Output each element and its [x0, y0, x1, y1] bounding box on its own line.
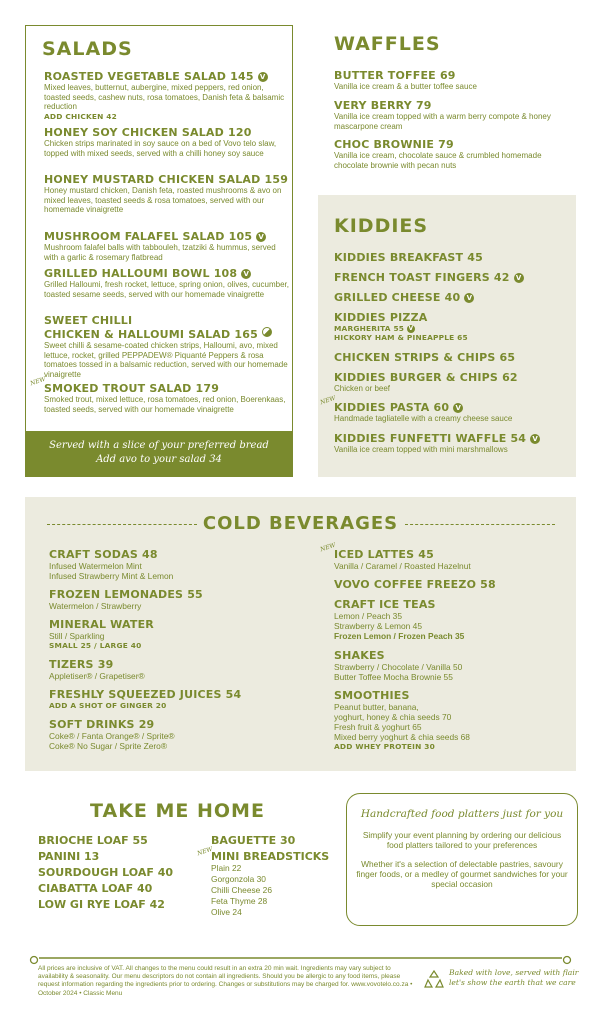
kiddies-item [334, 311, 574, 342]
item-name: SOFT DRINKS [49, 718, 135, 731]
item-price: 60 [433, 401, 450, 414]
item-line: Chilli Cheese 26 [211, 885, 272, 895]
item-name: MINI BREADSTICKS [211, 850, 330, 863]
item-name: BUTTER TOFFEE [334, 69, 436, 82]
item-name: MINERAL WATER [49, 618, 154, 631]
item-name: KIDDIES FUNFETTI WAFFLE [334, 432, 507, 445]
new-tag: NEW [319, 541, 337, 554]
salad-item [44, 314, 289, 379]
salad-item [44, 70, 289, 121]
item-price: 165 [234, 328, 258, 341]
item-desc: Sweet chilli & sesame-coated chicken strips, Halloumi, avo, mixed lettuce, rocket, grilled PEPPADEW® Piquanté Peppers & rosa tomatoes tossed in a balsamic reduction, served with our homemade vinaigrette [44, 341, 288, 379]
beverage-item [334, 649, 574, 682]
item-line: Coke® / Fanta Orange® / Sprite® [49, 731, 175, 741]
v-icon: V [256, 232, 266, 242]
item-line: Olive 24 [211, 907, 242, 917]
item-price: 39 [97, 658, 114, 671]
item-price: 54 [225, 688, 242, 701]
item-line: Fresh fruit & yoghurt 65 [334, 722, 422, 732]
salad-item [44, 382, 289, 414]
item-name: FROZEN LEMONADES [49, 588, 184, 601]
pizza-option: HICKORY HAM & PINEAPPLE 65 [334, 333, 468, 342]
item-name: CIABATTA LOAF [38, 882, 134, 895]
item-bold: ADD WHEY PROTEIN 30 [334, 742, 435, 751]
item-name: BRIOCHE LOAF [38, 834, 129, 847]
platters-text: Simplify your event planning by ordering our delicious food platters tailored to your preferences [362, 830, 562, 850]
beverage-item [334, 689, 574, 751]
item-price: 62 [502, 371, 518, 384]
beverage-item [49, 658, 289, 681]
item-price: 159 [264, 173, 289, 186]
item-price: 54 [510, 432, 527, 445]
item-bold: Frozen Lemon / Frozen Peach 35 [334, 631, 465, 641]
item-name: GRILLED CHEESE [334, 291, 441, 304]
item-price: 69 [439, 69, 456, 82]
kiddies-item [334, 432, 574, 455]
kiddies-panel [318, 195, 576, 477]
item-price: 55 [132, 834, 148, 847]
pizza-option: MARGHERITA 55 [334, 324, 405, 333]
tagline-line: let's show the earth that we care [449, 978, 576, 987]
new-tag: NEW [196, 845, 214, 858]
legal-text: All prices are inclusive of VAT. All changes to the menu could result in an extra 20 min wait. Ingredients may vary subject to availability & seasonality. Our menu descriptors do not contain all ingredients. Should you be allergic to any food items, please request information regarding the ingredients prior to ordering. Changes or substitutions may be charged for. www.vovotelo.co.za • October 2024 • Classic Menu [38, 965, 413, 997]
item-name: LOW GI RYE LOAF [38, 898, 146, 911]
v-icon: V [453, 403, 463, 413]
item-name: HONEY SOY CHICKEN SALAD [44, 126, 224, 139]
item-name: TIZERS [49, 658, 94, 671]
item-desc: Chicken or beef [334, 384, 391, 393]
item-name: KIDDIES PASTA [334, 401, 430, 414]
waffle-item [334, 138, 574, 170]
item-price: 105 [228, 230, 253, 243]
bread-note: Served with a slice of your preferred bread [49, 440, 269, 451]
item-price: 48 [141, 548, 158, 561]
item-price: 40 [157, 866, 174, 879]
item-price: 179 [195, 382, 220, 395]
item-name: KIDDIES BURGER & CHIPS [334, 371, 499, 384]
platters-box [346, 793, 578, 926]
beverage-item [49, 548, 289, 581]
take-home-item [38, 898, 165, 911]
kiddies-item [334, 351, 574, 364]
item-price: 58 [480, 578, 496, 591]
item-line: Watermelon / Strawberry [49, 601, 142, 611]
item-desc: Honey mustard chicken, Danish feta, roasted mushrooms & avo on mixed leaves, toasted seeds & rosa tomatoes, served with our homemade vinaigrette [44, 186, 282, 215]
item-price: 13 [84, 850, 100, 863]
take-home-item [211, 834, 295, 847]
item-desc: Vanilla ice cream topped with mini marshmallows [334, 445, 508, 454]
item-line: Infused Watermelon Mint [49, 561, 142, 571]
item-desc: Vanilla ice cream & a butter toffee sauce [334, 82, 477, 91]
item-line: Strawberry & Lemon 45 [334, 621, 422, 631]
v-icon: V [530, 434, 540, 444]
salads-footer [26, 431, 292, 476]
item-extra: ADD CHICKEN 42 [44, 111, 117, 121]
platters-title: Handcrafted food platters just for you [360, 808, 564, 820]
item-desc: Smoked trout, mixed lettuce, rosa tomatoes, red onion, Boerenkaas, toasted seeds, served with our homemade vinaigrette [44, 395, 286, 414]
item-name: CRAFT SODAS [49, 548, 138, 561]
item-price: 79 [415, 99, 432, 112]
item-name: CHOC BROWNIE [334, 138, 435, 151]
salad-item [44, 173, 289, 215]
item-name: SMOKED TROUT SALAD [44, 382, 192, 395]
item-price: 40 [444, 291, 461, 304]
item-name: SHAKES [334, 649, 385, 662]
item-price: 29 [138, 718, 155, 731]
beverage-item [334, 578, 574, 591]
item-desc: Handmade tagliatelle with a creamy cheese sauce [334, 414, 513, 423]
item-price: 42 [493, 271, 510, 284]
item-name: CHICKEN & HALLOUMI SALAD [44, 328, 231, 341]
new-tag: NEW [319, 394, 337, 407]
item-bold: SMALL 25 / LARGE 40 [49, 641, 142, 650]
footer-divider [25, 955, 576, 965]
item-desc: Vanilla ice cream topped with a warm berry compote & honey mascarpone cream [334, 112, 551, 131]
item-name: SMOOTHIES [334, 689, 410, 702]
kiddies-item [334, 291, 574, 304]
kiddies-item [334, 271, 574, 284]
new-tag: NEW [29, 375, 47, 388]
beverage-item [334, 598, 574, 641]
v-icon: V [514, 273, 524, 283]
item-name: BAGUETTE [211, 834, 277, 847]
beverage-item [49, 618, 289, 650]
salad-item [44, 230, 289, 262]
waffles-title: WAFFLES [334, 33, 441, 55]
beverage-item [49, 588, 289, 611]
recycle-icon [423, 968, 445, 990]
v-icon: V [464, 293, 474, 303]
cold-beverages-title: COLD BEVERAGES [202, 513, 399, 534]
item-name: ROASTED VEGETABLE SALAD [44, 70, 227, 83]
tagline [449, 968, 578, 988]
item-price: 65 [499, 351, 516, 364]
item-bold: ADD A SHOT OF GINGER 20 [49, 701, 167, 710]
item-name: HONEY MUSTARD CHICKEN SALAD [44, 173, 261, 186]
item-line: Still / Sparkling [49, 631, 105, 641]
platters-text: Whether it's a selection of delectable pastries, savoury finger foods, or a medley of gourmet sandwiches for your special occasion [356, 859, 568, 889]
salad-item [44, 267, 289, 299]
item-line: Butter Toffee Mocha Brownie 55 [334, 672, 453, 682]
item-line: Strawberry / Chocolate / Vanilla 50 [334, 662, 463, 672]
v-icon: V [408, 325, 414, 332]
v-icon: V [258, 72, 268, 82]
item-price: 79 [438, 138, 454, 151]
item-name: MUSHROOM FALAFEL SALAD [44, 230, 225, 243]
item-name: CRAFT ICE TEAS [334, 598, 436, 611]
item-line: Vanilla / Caramel / Roasted Hazelnut [334, 561, 471, 571]
item-line: Feta Thyme 28 [211, 896, 268, 906]
item-name: ICED LATTES [334, 548, 415, 561]
item-name: KIDDIES PIZZA [334, 311, 428, 324]
salads-title: SALADS [42, 38, 133, 60]
beverage-item [49, 688, 289, 710]
item-name: FRENCH TOAST FINGERS [334, 271, 490, 284]
item-price: 145 [230, 70, 254, 83]
item-name: SOURDOUGH LOAF [38, 866, 154, 879]
item-desc: Vanilla ice cream, chocolate sauce & crumbled homemade chocolate brownie with pecan nuts [334, 151, 542, 170]
item-price: 42 [149, 898, 165, 911]
item-name: KIDDIES BREAKFAST [334, 251, 464, 264]
take-home-item [211, 850, 329, 918]
item-price: 30 [280, 834, 296, 847]
salad-item [44, 126, 289, 158]
item-price: 45 [467, 251, 483, 264]
item-line: Gorgonzola 30 [211, 874, 266, 884]
item-line: Plain 22 [211, 863, 242, 873]
waffles-panel [318, 25, 576, 190]
cold-beverages-panel [25, 497, 576, 771]
waffle-item [334, 69, 574, 92]
item-desc: Mushroom falafel balls with tabbouleh, tzatziki & hummus, served with a garlic & rosemary flatbread [44, 243, 276, 262]
take-home-item [38, 882, 152, 895]
kiddies-item [334, 401, 574, 424]
item-name: SWEET CHILLI [44, 314, 133, 327]
item-line: Lemon / Peach 35 [334, 611, 402, 621]
item-name: PANINI [38, 850, 81, 863]
item-price: 55 [187, 588, 203, 601]
item-desc: Mixed leaves, butternut, aubergine, mixed peppers, red onion, toasted seeds, cashew nuts, rosa tomatoes, Danish feta & balsamic reduction [44, 83, 285, 112]
take-me-home-title: TAKE ME HOME [90, 800, 265, 822]
kiddies-item [334, 251, 574, 264]
item-desc: Chicken strips marinated in soy sauce on a bed of Vovo telo slaw, topped with mixed seeds, served with a chilli honey soy sauce [44, 139, 277, 158]
item-price: 40 [137, 882, 153, 895]
item-desc: Grilled Halloumi, fresh rocket, lettuce, spring onion, olives, cucumber, toasted sesame seeds, served with our homemade vinaigrette [44, 280, 289, 299]
item-price: 108 [213, 267, 238, 280]
take-home-item [38, 834, 148, 847]
beverage-item [49, 718, 289, 751]
take-home-item [38, 866, 173, 879]
avo-note: Add avo to your salad 34 [96, 454, 222, 465]
tagline-line: Baked with love, served with flair [449, 968, 579, 977]
v-icon: V [241, 269, 251, 279]
item-name: CHICKEN STRIPS & CHIPS [334, 351, 496, 364]
kiddies-title: KIDDIES [334, 215, 429, 237]
item-price: 45 [418, 548, 434, 561]
item-name: FRESHLY SQUEEZED JUICES [49, 688, 222, 701]
item-name: VERY BERRY [334, 99, 412, 112]
half-circle-icon [262, 327, 272, 337]
item-line: Peanut butter, banana, [334, 702, 419, 712]
salads-panel [25, 25, 293, 477]
item-line: Infused Strawberry Mint & Lemon [49, 571, 174, 581]
item-name: VOVO COFFEE FREEZO [334, 578, 477, 591]
kiddies-item [334, 371, 574, 394]
item-line: yoghurt, honey & chia seeds 70 [334, 712, 452, 722]
take-home-item [38, 850, 99, 863]
item-line: Coke® No Sugar / Sprite Zero® [49, 741, 168, 751]
item-line: Appletiser® / Grapetiser® [49, 671, 145, 681]
waffle-item [334, 99, 574, 131]
beverage-item [334, 548, 574, 571]
item-price: 120 [228, 126, 252, 139]
item-name: GRILLED HALLOUMI BOWL [44, 267, 210, 280]
item-line: Mixed berry yoghurt & chia seeds 68 [334, 732, 470, 742]
